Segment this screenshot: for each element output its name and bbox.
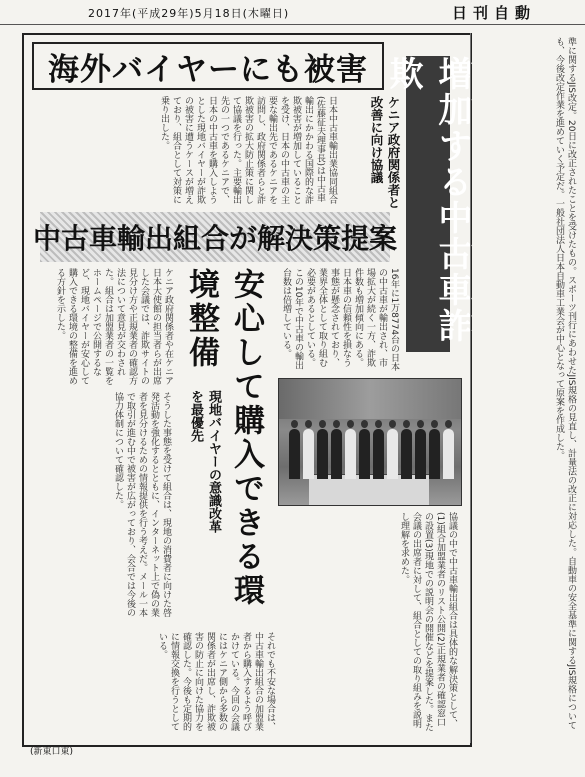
body-column-a: 日本中古車輸出業協同組合(佐藤征夫理事長)は中古車輸出にかかわる国際的な詐欺被害が増加していることを受け、日本の中古車の主要な輸出先であるケニアを訪問し、政府関係者らと詐欺被害の拡大防止策に関して協議を行った。主要輸出先の一つであるケニアで、日本の中古車を購入しようとした現地バイヤーが詐欺の被害に遭うケースが増えており、組合として対策に乗り出した。 (159, 96, 337, 204)
body-column-d: そうした事態を受けて組合は、現地の消費者に向けた啓発活動を強化するとともに、インターネット上で偽の業者を見分けるための情報提供を行う考えだ。メール一本で取引が進む中で被害が広がっており、会合では今後の協力体制について確認した。 (113, 392, 171, 617)
sub-headline: ケニア政府関係者と改善に向け協議 (369, 96, 401, 209)
body-column-b: 16年に1万8774台の日本の中古車が輸出され、市場拡大が続く一方、詐欺件数も増加傾向にある。日本車の信頼性を損なう事態が懸念されており、業界全体として取り組む必要があるとしている。この10年で中古車の輸出台数は倍増している。 (281, 268, 399, 372)
credit-line: (新東口東) (30, 747, 74, 757)
newspaper-name: 日刊自動 (452, 4, 537, 22)
adjacent-article (470, 33, 581, 743)
body-column-f: それでも不安な場合は、中古車輸出組合の加盟業者から購入するよう呼びかけている。今回の会議にはケニア側から多数の関係者が出席し、詐欺被害の防止に向けた協力を確認した。今後も定期的に情報交換を行うとしている。 (157, 632, 275, 731)
page-header (0, 0, 585, 25)
main-headline: 海外バイヤーにも被害 (32, 42, 384, 90)
body-column-e: 協議の中で中古車輸出組合は具体的な解決策として、(1)組合加盟業者のリスト公開(2)正規業者の確認窓口の設置(3)現地での説明会の開催などを提案した。また会議の出席者に対して、組合としての取り組みを説明し理解を求めた。 (399, 512, 457, 732)
body-column-c: ケニア政府関係者や在ケニア日本大使館の担当者らが出席した会議では、詐欺サイトの見分け方や正規業者の確認方法について意見が交わされた。組合は加盟業者の一覧をホームページで公開するなど、現地バイヤーが安心して購入できる環境の整備を進める方針を示した。 (55, 268, 173, 385)
issue-date: 2017年(平成29年)5月18日(木曜日) (88, 7, 290, 20)
meeting-photo (278, 378, 462, 506)
side-headline: 増加する中古車詐欺 (406, 56, 450, 352)
feature-headline: 安心して購入できる環境整備 (183, 268, 264, 608)
adjacent-article-text: 準に関するJIS改定。20日に改正されたことを受けたもの。スポーツ刊行にあわせたJIS規格の見直し、計量法の改正に対応した。自動車の安全基準に関するJIS規格についても、今後改定作業を進めていく予定だ。一般社団法人日本自動車工業会が中心となって原案を作成した。 (554, 37, 576, 730)
secondary-headline: 現地バイヤーの意識改革を最優先 (188, 390, 221, 533)
banner-headline: 中古車輸出組合が解決策提案 (40, 212, 390, 262)
